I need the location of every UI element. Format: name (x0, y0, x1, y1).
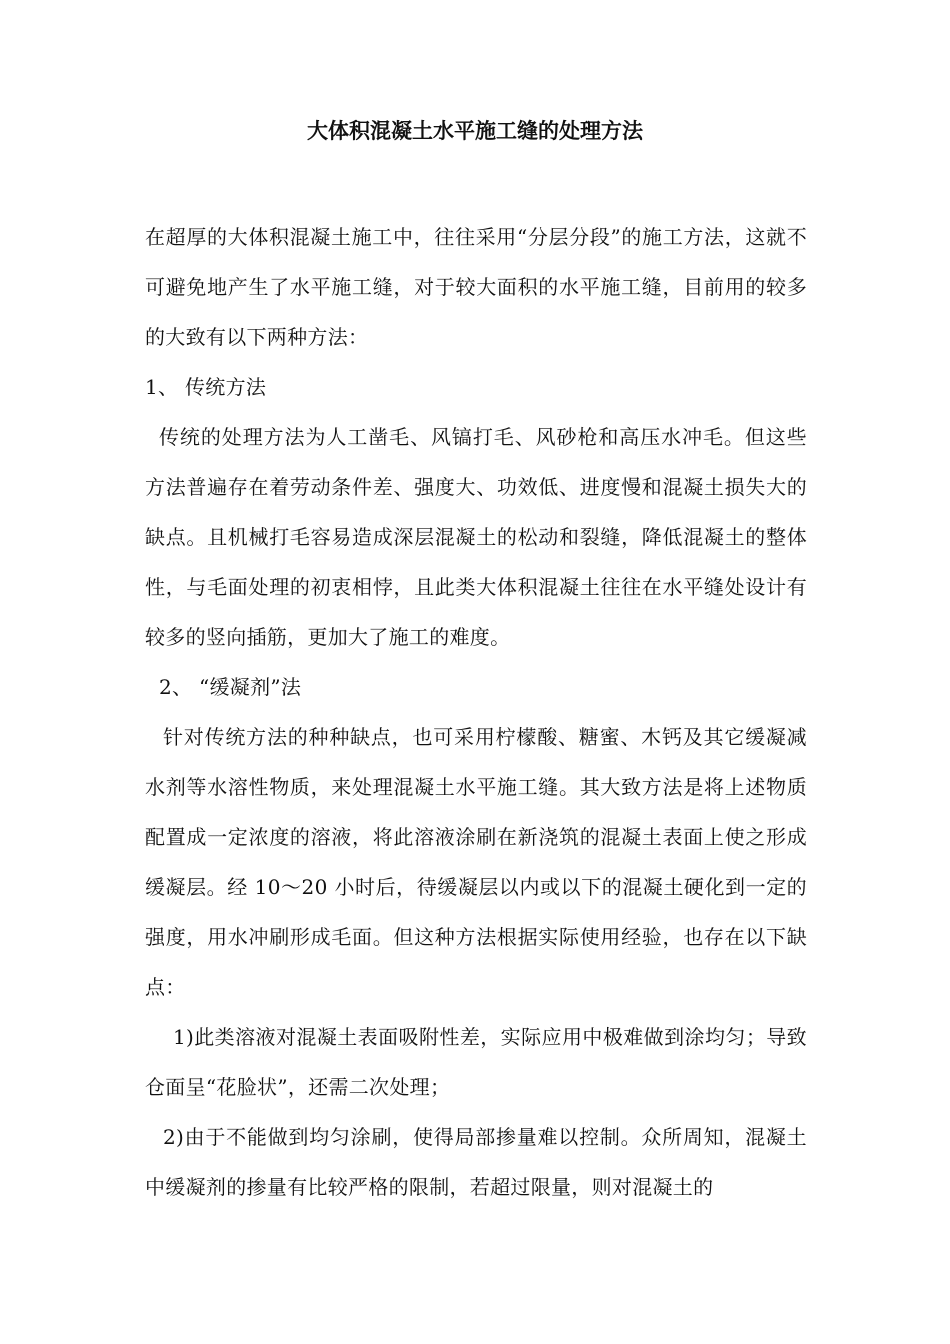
document-body (145, 212, 807, 1212)
drawback-item-2: 2)由于不能做到均匀涂刷，使得局部掺量难以控制。众所周知，混凝土中缓凝剂的掺量有比较严格的限制，若超过限量，则对混凝土的 (145, 1125, 807, 1199)
retarder-method-paragraph: 针对传统方法的种种缺点，也可采用柠檬酸、糖蜜、木钙及其它缓凝减水剂等水溶性物质，来处理混凝土水平施工缝。其大致方法是将上述物质配置成一定浓度的溶液，将此溶液涂刷在新浇筑的混凝土表面上使之形成缓凝层。经 10～20 小时后，待缓凝层以内或以下的混凝土硬化到一定的强度，用水冲刷形成毛面。但这种方法根据实际使用经验，也存在以下缺点： (145, 725, 807, 999)
section-heading-retarder: 2、 “缓凝剂”法 (159, 675, 302, 699)
intro-paragraph: 在超厚的大体积混凝土施工中，往往采用“分层分段”的施工方法，这就不可避免地产生了水平施工缝，对于较大面积的水平施工缝，目前用的较多的大致有以下两种方法： (145, 225, 807, 349)
drawback-item-1: 1)此类溶液对混凝土表面吸附性差，实际应用中极难做到涂均匀；导致仓面呈“花脸状”，还需二次处理； (145, 1025, 807, 1099)
section-heading-traditional: 1、 传统方法 (145, 375, 267, 399)
document-title: 大体积混凝土水平施工缝的处理方法 (307, 119, 643, 143)
traditional-method-paragraph: 传统的处理方法为人工凿毛、风镐打毛、风砂枪和高压水冲毛。但这些方法普遍存在着劳动条件差、强度大、功效低、进度慢和混凝土损失大的缺点。且机械打毛容易造成深层混凝土的松动和裂缝，降低混凝土的整体性，与毛面处理的初衷相悖，且此类大体积混凝土往往在水平缝处设计有较多的竖向插筋，更加大了施工的难度。 (145, 425, 807, 649)
